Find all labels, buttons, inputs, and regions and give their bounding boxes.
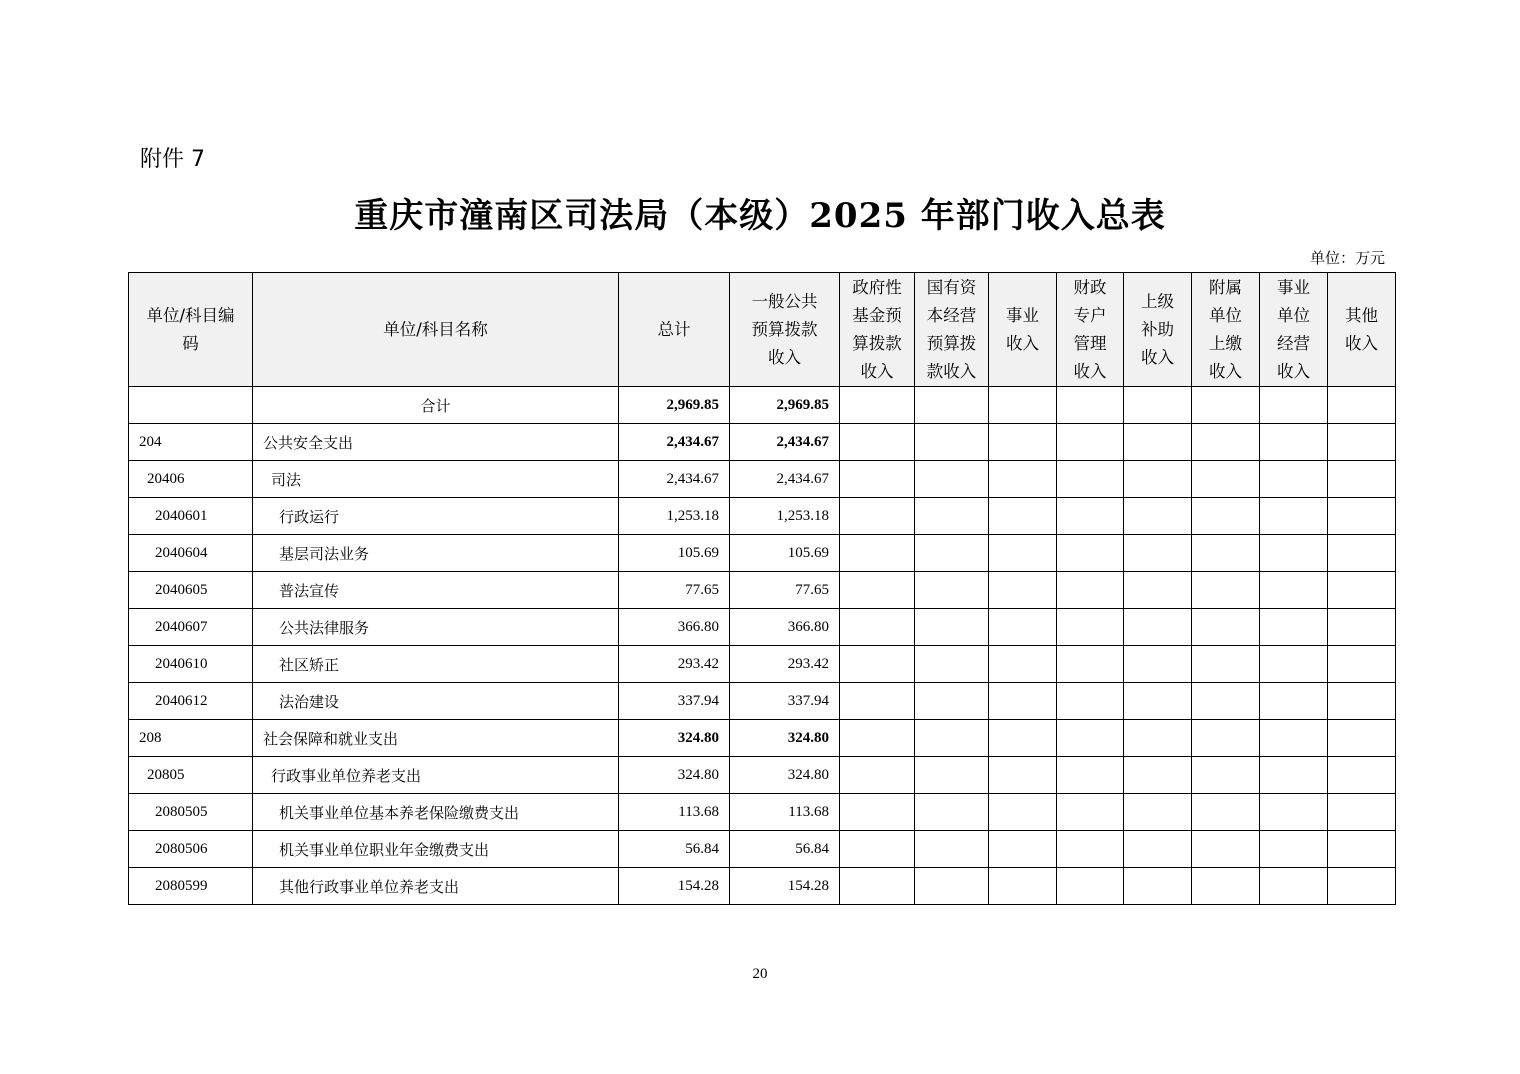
cell-empty (1260, 498, 1328, 535)
cell-empty (1192, 683, 1260, 720)
cell-name: 合计 (253, 387, 619, 424)
cell-empty (1260, 757, 1328, 794)
cell-code (129, 387, 253, 424)
header-business-income: 事业收入 (989, 273, 1057, 387)
cell-total: 113.68 (619, 794, 730, 831)
cell-total: 293.42 (619, 646, 730, 683)
cell-empty (1260, 646, 1328, 683)
cell-empty (1328, 646, 1396, 683)
cell-name: 机关事业单位职业年金缴费支出 (253, 831, 619, 868)
cell-code: 20406 (129, 461, 253, 498)
cell-empty (1057, 646, 1124, 683)
cell-general: 77.65 (730, 572, 840, 609)
page-number: 20 (752, 966, 768, 982)
cell-code: 2080506 (129, 831, 253, 868)
cell-empty (1124, 831, 1192, 868)
cell-total: 2,969.85 (619, 387, 730, 424)
cell-empty (915, 646, 989, 683)
cell-empty (915, 683, 989, 720)
cell-empty (1057, 831, 1124, 868)
cell-empty (1192, 757, 1260, 794)
header-name: 单位/科目名称 (253, 273, 619, 387)
table-row (129, 646, 1396, 683)
cell-code: 2040610 (129, 646, 253, 683)
header-special-account: 财政专户管理收入 (1057, 273, 1124, 387)
cell-empty (1124, 424, 1192, 461)
cell-empty (1192, 868, 1260, 905)
cell-empty (989, 609, 1057, 646)
cell-empty (1057, 794, 1124, 831)
cell-empty (989, 794, 1057, 831)
header-total: 总计 (619, 273, 730, 387)
cell-empty (1124, 387, 1192, 424)
header-other-income: 其他收入 (1328, 273, 1396, 387)
cell-general: 337.94 (730, 683, 840, 720)
cell-empty (989, 868, 1057, 905)
cell-code: 2040601 (129, 498, 253, 535)
table-row (129, 868, 1396, 905)
cell-empty (1260, 535, 1328, 572)
header-state-capital: 国有资本经营预算拨款收入 (915, 273, 989, 387)
cell-empty (1192, 387, 1260, 424)
cell-empty (989, 461, 1057, 498)
cell-code: 20805 (129, 757, 253, 794)
cell-total: 1,253.18 (619, 498, 730, 535)
cell-code: 208 (129, 720, 253, 757)
cell-empty (989, 498, 1057, 535)
cell-empty (1260, 683, 1328, 720)
header-general-budget: 一般公共预算拨款收入 (730, 273, 840, 387)
cell-empty (989, 646, 1057, 683)
cell-empty (1328, 683, 1396, 720)
cell-empty (1328, 572, 1396, 609)
cell-empty (1057, 868, 1124, 905)
cell-general: 56.84 (730, 831, 840, 868)
cell-general: 293.42 (730, 646, 840, 683)
unit-label: 单位：万元 (1309, 251, 1385, 267)
cell-empty (1192, 720, 1260, 757)
cell-empty (840, 609, 915, 646)
cell-empty (989, 757, 1057, 794)
cell-empty (915, 498, 989, 535)
table-row (129, 535, 1396, 572)
cell-empty (840, 646, 915, 683)
cell-empty (1328, 757, 1396, 794)
cell-empty (1260, 831, 1328, 868)
cell-empty (1260, 461, 1328, 498)
cell-name: 普法宣传 (253, 572, 619, 609)
header-superior-subsidy: 上级补助收入 (1124, 273, 1192, 387)
cell-empty (1057, 683, 1124, 720)
cell-empty (1192, 609, 1260, 646)
table-row-total (129, 387, 1396, 424)
cell-empty (1328, 535, 1396, 572)
attachment-label: 附件 7 (140, 147, 205, 172)
cell-name: 社区矫正 (253, 646, 619, 683)
cell-empty (1192, 646, 1260, 683)
cell-empty (1260, 794, 1328, 831)
cell-empty (840, 498, 915, 535)
cell-general: 324.80 (730, 720, 840, 757)
cell-code: 2080505 (129, 794, 253, 831)
cell-name: 公共安全支出 (253, 424, 619, 461)
cell-empty (989, 720, 1057, 757)
cell-empty (1124, 646, 1192, 683)
cell-empty (1192, 831, 1260, 868)
table-row (129, 424, 1396, 461)
cell-empty (1124, 572, 1192, 609)
cell-general: 1,253.18 (730, 498, 840, 535)
table-row (129, 609, 1396, 646)
cell-general: 2,434.67 (730, 461, 840, 498)
cell-empty (915, 609, 989, 646)
cell-code: 2040605 (129, 572, 253, 609)
cell-empty (1057, 572, 1124, 609)
cell-empty (1328, 720, 1396, 757)
cell-code: 2040607 (129, 609, 253, 646)
cell-total: 56.84 (619, 831, 730, 868)
cell-general: 113.68 (730, 794, 840, 831)
table-row (129, 498, 1396, 535)
page-title: 重庆市潼南区司法局（本级）2025 年部门收入总表 (354, 196, 1166, 236)
cell-empty (989, 387, 1057, 424)
cell-empty (1260, 572, 1328, 609)
cell-empty (1057, 535, 1124, 572)
cell-empty (1192, 498, 1260, 535)
table-row (129, 572, 1396, 609)
cell-empty (840, 683, 915, 720)
cell-empty (1057, 387, 1124, 424)
cell-total: 2,434.67 (619, 461, 730, 498)
cell-empty (1124, 535, 1192, 572)
cell-general: 105.69 (730, 535, 840, 572)
cell-total: 324.80 (619, 757, 730, 794)
cell-general: 366.80 (730, 609, 840, 646)
cell-empty (915, 461, 989, 498)
cell-total: 337.94 (619, 683, 730, 720)
cell-code: 2040612 (129, 683, 253, 720)
cell-total: 2,434.67 (619, 424, 730, 461)
header-unit-operation: 事业单位经营收入 (1260, 273, 1328, 387)
table-row (129, 757, 1396, 794)
cell-empty (1124, 757, 1192, 794)
cell-total: 154.28 (619, 868, 730, 905)
cell-empty (989, 683, 1057, 720)
cell-name: 法治建设 (253, 683, 619, 720)
cell-name: 公共法律服务 (253, 609, 619, 646)
cell-empty (989, 831, 1057, 868)
cell-empty (1260, 720, 1328, 757)
cell-empty (1328, 424, 1396, 461)
cell-empty (1057, 757, 1124, 794)
table-row (129, 794, 1396, 831)
cell-empty (989, 535, 1057, 572)
cell-empty (989, 572, 1057, 609)
cell-empty (840, 794, 915, 831)
cell-empty (840, 535, 915, 572)
cell-general: 154.28 (730, 868, 840, 905)
cell-empty (1328, 387, 1396, 424)
cell-empty (1260, 868, 1328, 905)
header-affiliated-unit: 附属单位上缴收入 (1192, 273, 1260, 387)
cell-empty (915, 535, 989, 572)
cell-empty (1192, 794, 1260, 831)
cell-name: 社会保障和就业支出 (253, 720, 619, 757)
cell-empty (915, 720, 989, 757)
cell-empty (840, 424, 915, 461)
cell-empty (840, 720, 915, 757)
cell-empty (1057, 461, 1124, 498)
cell-empty (915, 794, 989, 831)
cell-empty (840, 831, 915, 868)
cell-general: 324.80 (730, 757, 840, 794)
cell-empty (1124, 868, 1192, 905)
cell-empty (915, 572, 989, 609)
cell-empty (1192, 572, 1260, 609)
cell-empty (1260, 424, 1328, 461)
header-gov-fund: 政府性基金预算拨款收入 (840, 273, 915, 387)
cell-empty (840, 461, 915, 498)
cell-empty (989, 424, 1057, 461)
cell-empty (840, 868, 915, 905)
cell-name: 行政运行 (253, 498, 619, 535)
cell-empty (1057, 424, 1124, 461)
cell-empty (1124, 609, 1192, 646)
cell-empty (915, 868, 989, 905)
cell-total: 77.65 (619, 572, 730, 609)
cell-empty (915, 757, 989, 794)
cell-code: 2040604 (129, 535, 253, 572)
cell-empty (840, 757, 915, 794)
table-row (129, 683, 1396, 720)
header-code: 单位/科目编码 (129, 273, 253, 387)
cell-empty (1192, 424, 1260, 461)
cell-code: 204 (129, 424, 253, 461)
cell-total: 366.80 (619, 609, 730, 646)
cell-total: 324.80 (619, 720, 730, 757)
cell-empty (1328, 794, 1396, 831)
cell-empty (1124, 794, 1192, 831)
table-row (129, 831, 1396, 868)
table-header-row (129, 273, 1396, 387)
table-row (129, 461, 1396, 498)
cell-name: 其他行政事业单位养老支出 (253, 868, 619, 905)
cell-total: 105.69 (619, 535, 730, 572)
cell-empty (1124, 683, 1192, 720)
cell-general: 2,434.67 (730, 424, 840, 461)
cell-empty (840, 572, 915, 609)
cell-empty (1328, 609, 1396, 646)
cell-empty (1057, 720, 1124, 757)
cell-empty (1124, 720, 1192, 757)
cell-name: 基层司法业务 (253, 535, 619, 572)
cell-empty (1328, 498, 1396, 535)
cell-name: 司法 (253, 461, 619, 498)
cell-empty (1328, 461, 1396, 498)
cell-empty (1124, 461, 1192, 498)
cell-name: 机关事业单位基本养老保险缴费支出 (253, 794, 619, 831)
cell-empty (915, 424, 989, 461)
cell-empty (1260, 387, 1328, 424)
cell-empty (1328, 868, 1396, 905)
cell-empty (1057, 498, 1124, 535)
cell-empty (1057, 609, 1124, 646)
table-row (129, 720, 1396, 757)
cell-empty (1124, 498, 1192, 535)
income-table (128, 272, 1396, 905)
cell-empty (1328, 831, 1396, 868)
cell-empty (915, 387, 989, 424)
cell-name: 行政事业单位养老支出 (253, 757, 619, 794)
cell-code: 2080599 (129, 868, 253, 905)
cell-empty (1260, 609, 1328, 646)
cell-empty (840, 387, 915, 424)
cell-empty (915, 831, 989, 868)
cell-general: 2,969.85 (730, 387, 840, 424)
cell-empty (1192, 461, 1260, 498)
cell-empty (1192, 535, 1260, 572)
